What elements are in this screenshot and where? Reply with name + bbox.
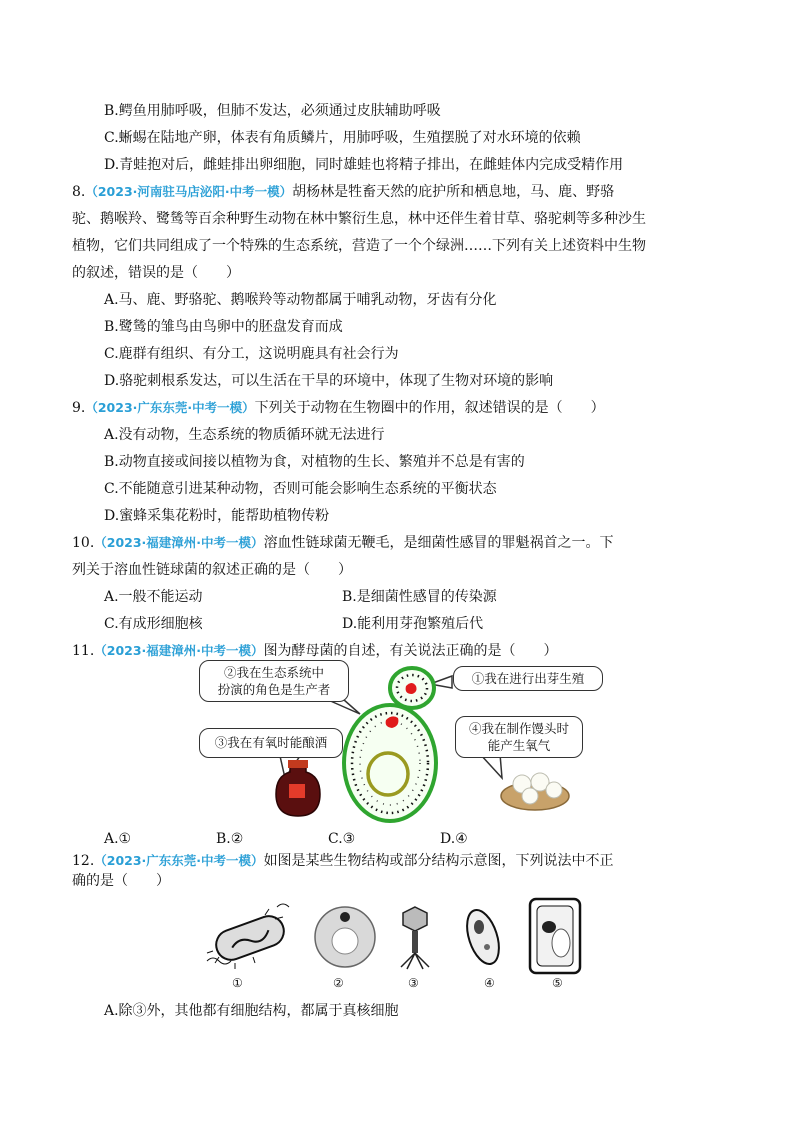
q12-source[interactable]: （2023·广东东莞·中考一模） bbox=[94, 853, 264, 868]
q9-stem-line1 bbox=[72, 397, 605, 419]
q9-stem-text1: 下列关于动物在生物圈中的作用，叙述错误的是（ ） bbox=[254, 400, 605, 416]
q8-stem-line2: 驼、鹅喉羚、鹭鸶等百余种野生动物在林中繁衍生息，林中还伴生着甘草、骆驼刺等多种沙生 bbox=[72, 211, 646, 227]
bubble-3-text: ③我在有氧时能酿酒 bbox=[214, 735, 328, 750]
q10-stem-text1: 溶血性链球菌无鞭毛，是细菌性感冒的罪魁祸首之一。下 bbox=[263, 535, 614, 551]
bubble-1 bbox=[453, 666, 603, 691]
plant-cell-drawing bbox=[530, 899, 580, 973]
q9-option-b: B.动物直接或间接以植物为食，对植物的生长、繁殖并不总是有害的 bbox=[104, 454, 525, 470]
q10-stem-line1 bbox=[72, 532, 614, 554]
bubble-4-line2: 能产生氧气 bbox=[487, 738, 551, 753]
q12-stem-line2: 确的是（ ） bbox=[72, 873, 170, 889]
q8-source[interactable]: （2023·河南驻马店泌阳·中考一模） bbox=[85, 184, 293, 199]
wine-jar-lid bbox=[288, 760, 308, 768]
q11-option-c: C.③ bbox=[328, 831, 356, 847]
q7-option-c: C.蜥蜴在陆地产卵，体表有角质鳞片，用肺呼吸，生殖摆脱了对水环境的依赖 bbox=[104, 130, 581, 146]
figure-label-5: ⑤ bbox=[552, 976, 563, 990]
q11-number: 11. bbox=[72, 643, 95, 659]
q9-option-a: A.没有动物，生态系统的物质循环就无法进行 bbox=[104, 427, 385, 443]
q11-option-a: A.① bbox=[104, 831, 132, 847]
figure-label-1: ① bbox=[232, 976, 243, 990]
q12-number: 12. bbox=[72, 853, 95, 869]
q9-source[interactable]: （2023·广东东莞·中考一模） bbox=[85, 400, 255, 415]
q11-stem-text1: 图为酵母菌的自述，有关说法正确的是（ ） bbox=[263, 643, 558, 659]
q8-stem-line1 bbox=[72, 181, 614, 203]
q8-option-d: D.骆驼刺根系发达，可以生活在干旱的环境中，体现了生物对环境的影响 bbox=[104, 373, 554, 389]
q11-option-d: D.④ bbox=[440, 831, 468, 847]
bun-icon-4 bbox=[522, 788, 538, 804]
q9-number: 9. bbox=[72, 400, 86, 416]
q8-option-c: C.鹿群有组织、有分工，这说明鹿具有社会行为 bbox=[104, 346, 399, 362]
q10-option-c: C.有成形细胞核 bbox=[104, 616, 203, 632]
q7-option-d: D.青蛙抱对后，雌蛙排出卵细胞，同时雄蛙也将精子排出，在雌蛙体内完成受精作用 bbox=[104, 157, 624, 173]
q8-stem-text1: 胡杨林是牲畜天然的庇护所和栖息地，马、鹿、野骆 bbox=[292, 184, 615, 200]
virus-drawing bbox=[401, 907, 429, 969]
bubble-2-line1: ②我在生态系统中 bbox=[223, 665, 324, 680]
q10-option-b: B.是细菌性感冒的传染源 bbox=[342, 589, 497, 605]
q8-option-b: B.鹭鸶的雏鸟由鸟卵中的胚盘发育而成 bbox=[104, 319, 343, 335]
q10-option-d: D.能利用芽孢繁殖后代 bbox=[342, 616, 484, 632]
figure-label-2: ② bbox=[333, 976, 344, 990]
q10-number: 10. bbox=[72, 535, 95, 551]
bubble-3 bbox=[199, 728, 343, 758]
q11-source[interactable]: （2023·福建漳州·中考一模） bbox=[94, 643, 264, 658]
q12-option-a: A.除③外，其他都有细胞结构，都属于真核细胞 bbox=[104, 1003, 399, 1019]
q10-source[interactable]: （2023·福建漳州·中考一模） bbox=[94, 535, 264, 550]
q12-stem-line1 bbox=[72, 850, 614, 872]
bubble-2-line2: 扮演的角色是生产者 bbox=[217, 682, 331, 697]
q11-option-b: B.② bbox=[216, 831, 244, 847]
bubble-4 bbox=[455, 716, 583, 758]
bubble-4-line1: ④我在制作馒头时 bbox=[468, 721, 569, 736]
q9-option-d: D.蜜蜂采集花粉时，能帮助植物传粉 bbox=[104, 508, 330, 524]
q9-option-c: C.不能随意引进某种动物，否则可能会影响生态系统的平衡状态 bbox=[104, 481, 497, 497]
q8-stem-line3: 植物，它们共同组成了一个特殊的生态系统，营造了一个个绿洲……下列有关上述资料中生物 bbox=[72, 238, 646, 254]
bacterium-drawing bbox=[207, 904, 289, 969]
bun-icon-3 bbox=[546, 782, 562, 798]
round-cell-drawing bbox=[315, 907, 375, 967]
q10-stem-line2: 列关于溶血性链球菌的叙述正确的是（ ） bbox=[72, 562, 352, 578]
figure-label-4: ④ bbox=[484, 976, 495, 990]
q7-option-b: B.鳄鱼用肺呼吸，但肺不发达，必须通过皮肤辅助呼吸 bbox=[104, 103, 441, 119]
organisms-figure bbox=[205, 893, 595, 993]
bubble-2 bbox=[199, 660, 349, 702]
q8-option-a: A.马、鹿、野骆驼、鹅喉羚等动物都属于哺乳动物，牙齿有分化 bbox=[104, 292, 497, 308]
protist-drawing bbox=[461, 906, 505, 968]
q8-number: 8. bbox=[72, 184, 86, 200]
wine-jar-label bbox=[289, 784, 305, 798]
figure-label-3: ③ bbox=[408, 976, 419, 990]
q10-option-a: A.一般不能运动 bbox=[104, 589, 203, 605]
bubble-1-text: ①我在进行出芽生殖 bbox=[471, 671, 585, 686]
q12-stem-text1: 如图是某些生物结构或部分结构示意图，下列说法中不正 bbox=[263, 853, 614, 869]
q8-stem-line4: 的叙述，错误的是（ ） bbox=[72, 265, 240, 281]
